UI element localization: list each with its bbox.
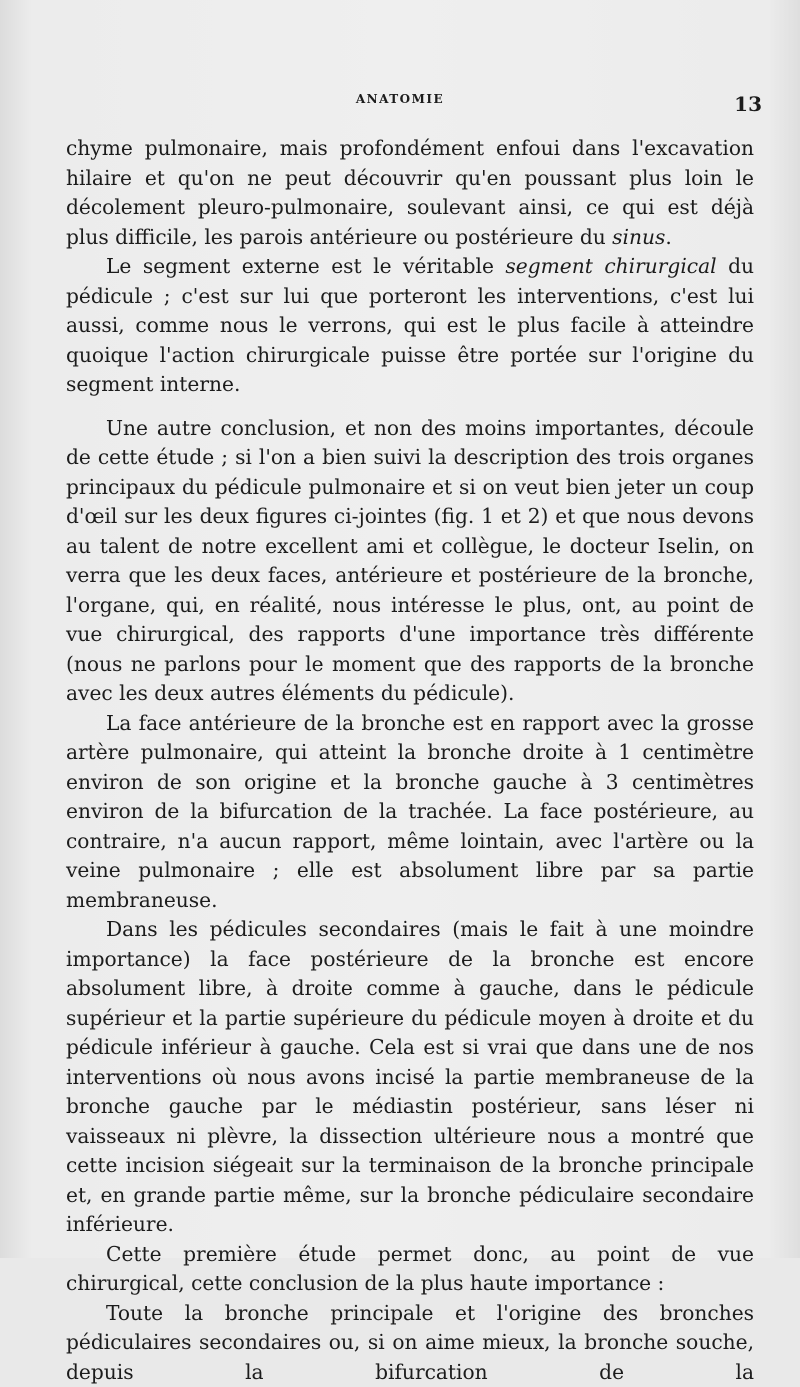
page-number: 13 [734, 92, 762, 116]
italic-term: sinus [612, 225, 665, 249]
paragraph-text: chyme pulmonaire, mais profondément enfoui dans l'excavation hilaire et qu'on ne peut découvrir qu'en poussant plus loin le décolement pleuro-pulmonaire, soulevant ainsi, ce qui est déjà plus difficile, les parois antérieure ou postérieure du [66, 136, 754, 249]
page-header [0, 88, 800, 118]
paragraph-continuation [66, 134, 754, 252]
running-title: ANATOMIE [0, 92, 800, 106]
body-text [66, 134, 754, 1387]
paragraph: Une autre conclusion, et non des moins importantes, découle de cette étude ; si l'on a bien suivi la description des trois organes principaux du pédicule pulmonaire et si on veut bien jeter un coup d'œil sur les deux figures ci-jointes (fig. 1 et 2) et que nous devons au talent de notre excellent ami et collègue, le docteur Iselin, on verra que les deux faces, antérieure et postérieure de la bronche, l'organe, qui, en réalité, nous intéresse le plus, ont, au point de vue chirurgical, des rapports d'une importance très différente (nous ne parlons pour le moment que des rapports de la bronche avec les deux autres éléments du pédicule). [66, 414, 754, 709]
paragraph: Dans les pédicules secondaires (mais le fait à une moindre importance) la face postérieure de la bronche est encore absolument libre, à droite comme à gauche, dans le pédicule supérieur et la partie supérieure du pédicule moyen à droite et du pédicule inférieur à gauche. Cela est si vrai que dans une de nos interventions où nous avons incisé la partie membraneuse de la bronche gauche par le médiastin postérieur, sans léser ni vaisseaux ni plèvre, la dissection ultérieure nous a montré que cette incision siégeait sur la terminaison de la bronche principale et, en grande partie même, sur la bronche pédiculaire secondaire inférieure. [66, 915, 754, 1240]
paragraph: Toute la bronche principale et l'origine des bronches pédiculaires secondaires ou, si on aime mieux, la bronche souche, depuis la bifurcation de la [66, 1299, 754, 1387]
paragraph: La face antérieure de la bronche est en rapport avec la grosse artère pulmonaire, qui atteint la bronche droite à 1 centimètre environ de son origine et la bronche gauche à 3 centimètres environ de la bifurcation de la trachée. La face postérieure, au contraire, n'a aucun rapport, même lointain, avec l'artère ou la veine pulmonaire ; elle est absolument libre par sa partie membraneuse. [66, 709, 754, 916]
paragraph-text: . [665, 225, 671, 249]
paragraph-text: du pédicule ; c'est sur lui que porteront les interventions, c'est lui aussi, comme nous le verrons, qui est le plus facile à atteindre quoique l'action chirurgicale puisse être portée sur l'origine du segment interne. [66, 254, 754, 396]
paragraph: Cette première étude permet donc, au point de vue chirurgical, cette conclusion de la plus haute importance : [66, 1240, 754, 1299]
italic-term: segment chirurgical [505, 254, 716, 278]
paragraph [66, 252, 754, 400]
paragraph-text: Le segment externe est le véritable [106, 254, 505, 278]
